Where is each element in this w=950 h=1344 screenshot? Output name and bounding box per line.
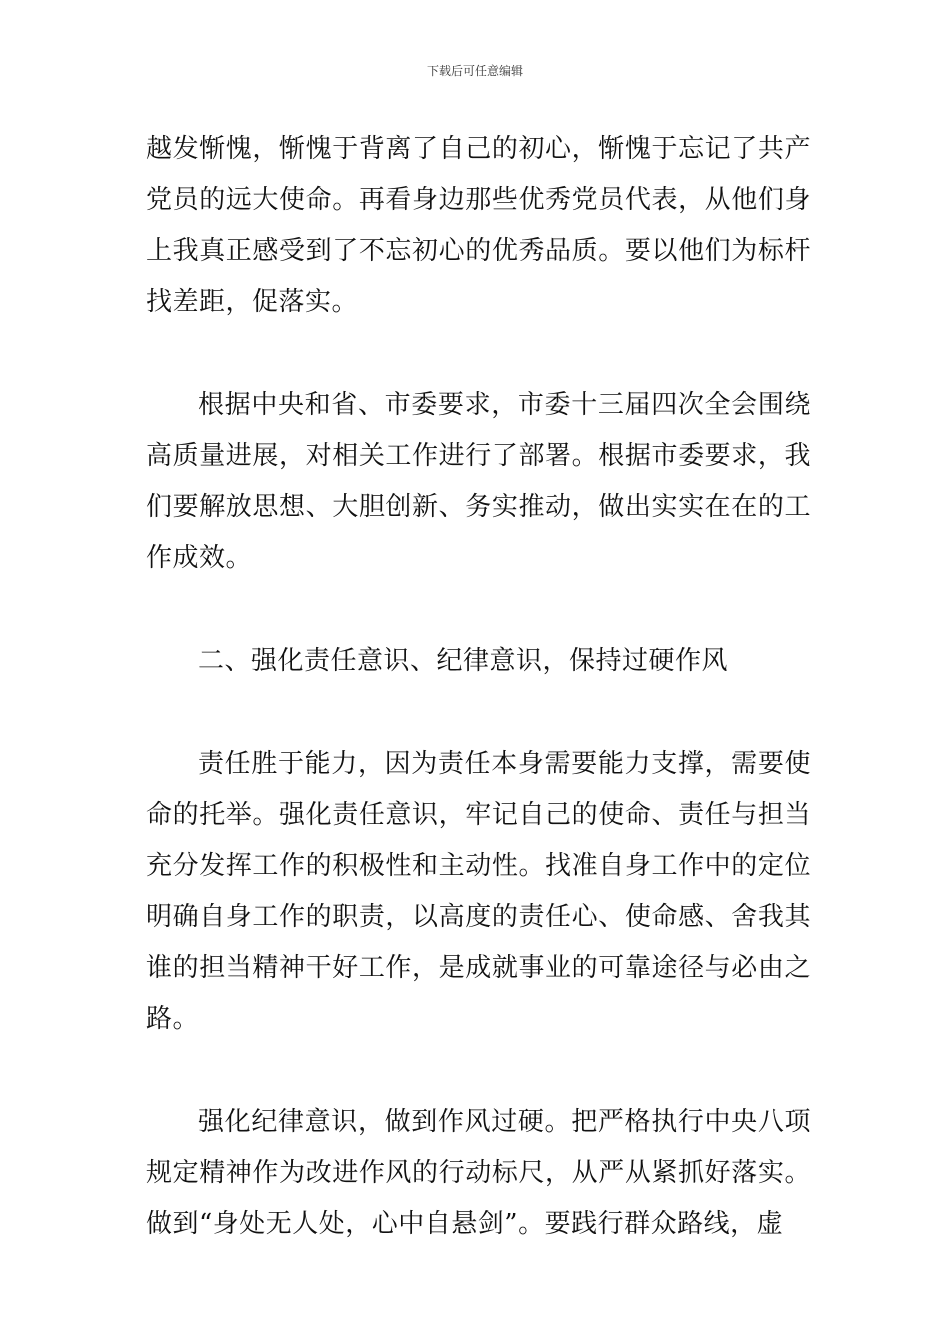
section-heading: 二、强化责任意识、纪律意识，保持过硬作风 — [198, 646, 729, 676]
paragraph-requirements: 根据中央和省、市委要求，市委十三届四次全会围绕高质量进展，对相关工作进行了部署。根据市委要求，我们要解放思想、大胆创新、务实推动，做出实实在在的工作成效。 — [146, 390, 811, 573]
paragraph-discipline: 强化纪律意识，做到作风过硬。把严格执行中央八项规定精神作为改进作风的行动标尺，从严从紧抓好落实。做到“身处无人处，心中自悬剑”。要践行群众路线，虚 — [146, 1107, 811, 1239]
page-header-note: 下载后可任意编辑 — [426, 64, 523, 78]
paragraph-continuation: 越发惭愧，惭愧于背离了自己的初心，惭愧于忘记了共产党员的远大使命。再看身边那些优秀党员代表，从他们身上我真正感受到了不忘初心的优秀品质。要以他们为标杆找差距，促落实。 — [146, 134, 811, 317]
document-body — [146, 124, 811, 1250]
paragraph-responsibility: 责任胜于能力，因为责任本身需要能力支撑，需要使命的托举。强化责任意识，牢记自己的使命、责任与担当充分发挥工作的积极性和主动性。找准自身工作中的定位明确自身工作的职责，以高度的责任心、使命感、舍我其谁的担当精神干好工作，是成就事业的可靠途径与必由之路。 — [146, 749, 811, 1034]
